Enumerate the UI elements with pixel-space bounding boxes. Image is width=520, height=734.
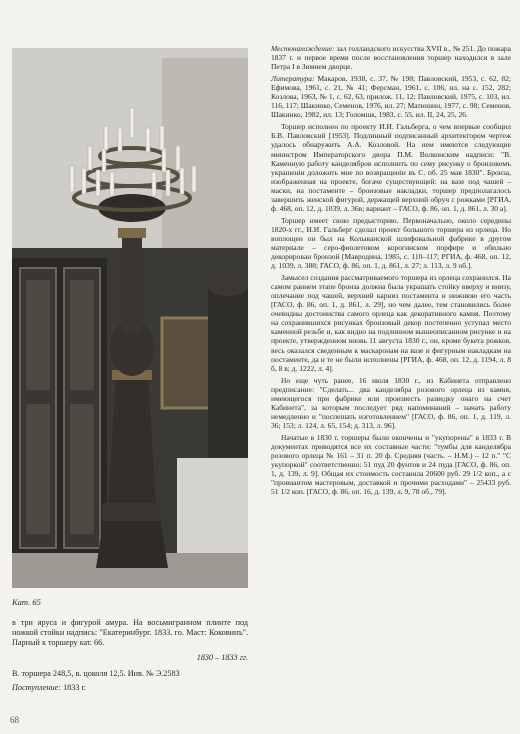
page-number: 68 xyxy=(10,715,19,725)
literature-label: Литература: xyxy=(271,74,315,84)
location-label: Местонахождение: xyxy=(271,44,335,53)
left-column-text xyxy=(12,618,248,697)
figure-caption: Кат. 65 xyxy=(12,597,41,607)
literature-line xyxy=(271,74,511,119)
literature-value: Макаров, 1938, с. 37, № 198; Павловский, 1953, с. 62, 82; Ефимова, 1961, с. 21, № 41; Ферсман, 1961, с. 106, ил. на с. 152, 282; Козлова, 1963, № 1, с. 62, 63, прилож. 11, 12; Павловский, 1975, с. 103, ил. 116, 117; Шакиико, Семенов, 1976, ил. 27; Матюшин, 1977, с. 98; Семенов, Шакинко, 1982, ил. 13; Голомшк, 1983, с. 55, ил. II, 24, 25, 26. xyxy=(271,74,511,120)
candelabrum-photo xyxy=(12,48,248,588)
location-line xyxy=(271,44,511,71)
body-paragraph: Начатые в 1830 г. торшеры были окончены и "укупорены" в 1833 г. В документах приводятся все их составные части: "тумбы для канделябра розового орлеца № 161 – 31 п. 20 ф. Средняя (часть. – Н.М.) – 12 п." "С укупоркой" соответственно: 51 пуд 20 фунтов и 24 пуда [ГАСО, ф. 86, оп. 1, д. 139, л. 9]. Общая их стоимость составила 20600 руб. 29 1/2 коп., а с "провиантом мастеровым, доставкой и прочими расходами" – 25433 руб. 51 1/2 коп. [ГАСО, ф. 86, оп. 16, д. 139, л. 9, 78 об., 79]. xyxy=(271,432,511,497)
location-value: зал голландского искусства XVII в., № 251. До пожара 1837 г. и первое время после восстановления торшер находился в зале Петра I в Зимнем дворце. xyxy=(271,44,511,72)
right-column-text xyxy=(271,44,511,499)
catalog-continuation: в три яруса и фигурой амура. На восьмигранном плинте под ножкой стойки надпись: "Екатеринбург. 1833. го. Маст: Коковинъ". Парный к торшеру кат. 66. xyxy=(12,618,248,648)
provenance-value: 1833 г. xyxy=(61,683,86,693)
body-paragraph: Но еще чуть ранее, 16 июля 1830 г., из Кабинета отправлено предписание: "Сделать... два канделябра розового орлеца из камня, имеющегося при фабрике или произвесть разведку онаго на счет Кабинета", за которым последует ряд напоминаний – начать работу немедленно и "поспешать изготовлением" [ГАСО, ф. 86, оп. 1, д. 119, л. 36; 153; л. 124, л. 65, 154; д. 313, л. 96]. xyxy=(271,375,511,430)
body-paragraph: Замысел создания рассматриваемого торшера из орлеца сохранился. На самом раннем этапе бронза должна была украшать стойку вверху и внизу, оплечание под чашей, верхний карниз постамента и нижнюю его часть [ГАСО, ф. 86, оп. 1, д. 861, л. 29], но чем далее, тем становились более очевидны достоинства самого орлеца как декоративного камня. Поэтому на сохранившихся рисунках бронзовый декор постепенно уступал место каменной резьбе и, как видно на подлинном вышеописанном рисунке и на проекте, утвержденном вновь 11 августа 1830 г., он, кроме букета рожков, весь оказался сведенным к маскаронам на вазе и фигурным накладкам на постаменте, да и те не были исполнены [РГИА, ф. 468, оп. 12, д. 1194, л. 8 б, 8 в; д. 1222, л. 4]. xyxy=(271,273,511,373)
provenance-line xyxy=(12,683,248,693)
body-paragraph: Торшер имеет свою предысторию. Первоначально, около середины 1820-х гг., И.И. Гальберг сделал проект большого торшера из орлеца. Но воплощен он был на Колыванской шлифовальной фабрике в другом материале – серо-фиолетовом корогинском порфире и обильно декорирован бронзой [Мавродина, 1985, с. 110–117; РГИА, ф. 468, оп. 12, д. 1039, л. 388; ГАСО, ф. 86, оп. 1, д. 861, л. 27; л. 113, л. 9 об.]. xyxy=(271,215,511,271)
body-paragraph: Торшер исполнен по проекту И.И. Гальберга, о чем впервые сообщил Б.В. Павловский [1953]. Подлинный подписанный архитектором чертеж удалось обнаружить А.А. Козловой. На нем имеются следующие министром Императорского двора П.М. Волконским надписи: "В. Каменную работу канделябров исполнить по сему рисунку о бронзовомъ украшеніи доложить мне по возвращеніи въ С. пб. 25 мая 1830". Бронза, изображенная на проекте, богаче существующей: на вазе под чашей – маски, на постаменте – бронзовые накладки, торшер предполагалось завершить женской фигурой, держащей верхний обруч с рожками [РГИА, ф. 468, оп. 12, д. 1039, л. 36в; вариант – ГАСО, ф. 86, оп. 1, д. 861, л. 30 а]. xyxy=(271,122,511,213)
dimensions-line: В. торшера 248,5, в. цоколя 12,5. Инв. № Э.2583 xyxy=(12,668,180,678)
date-range: 1830 – 1833 гг. xyxy=(196,652,248,662)
provenance-label: Поступление: xyxy=(12,683,62,693)
